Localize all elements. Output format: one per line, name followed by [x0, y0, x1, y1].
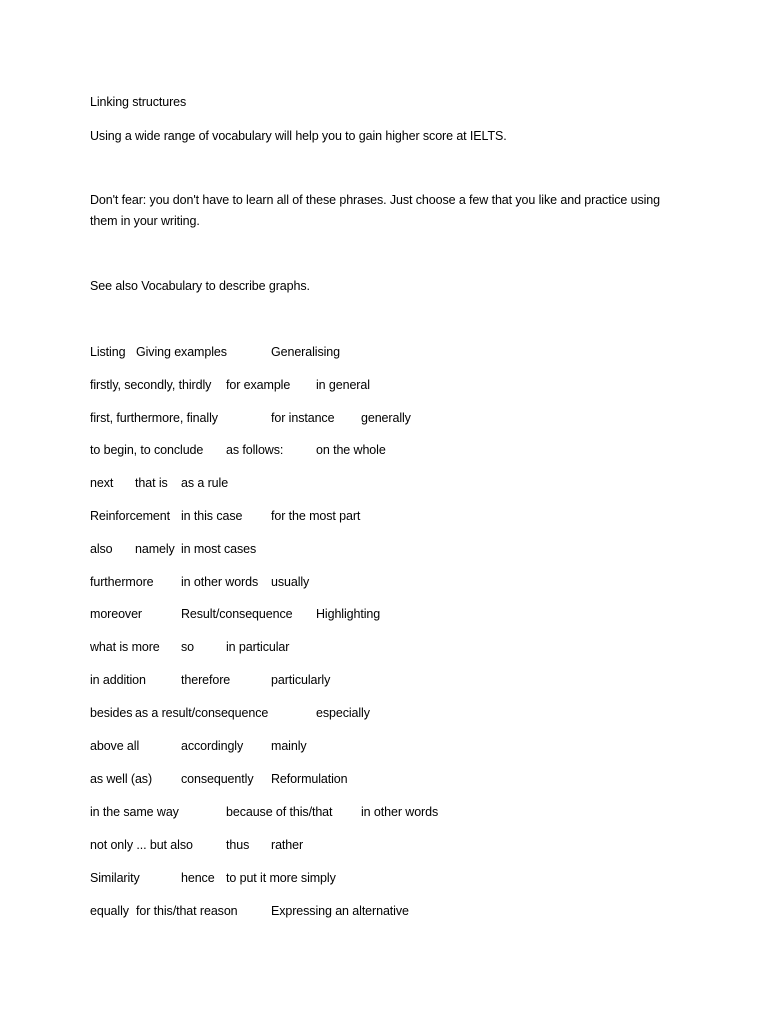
phrase-cell: also [90, 542, 113, 556]
phrase-cell: usually [271, 575, 310, 589]
phrase-cell: for this/that reason [136, 904, 238, 918]
phrase-cell: first, furthermore, finally [90, 411, 218, 425]
phrase-cell: consequently [181, 772, 254, 786]
phrase-cell: Giving examples [136, 345, 227, 359]
phrase-row [0, 804, 768, 822]
phrase-cell: mainly [271, 739, 307, 753]
phrase-cell: equally [90, 904, 129, 918]
phrase-cell: for the most part [271, 509, 361, 523]
phrase-row [0, 377, 768, 395]
phrase-cell: especially [316, 706, 370, 720]
phrase-cell: in addition [90, 673, 146, 687]
phrase-cell: Highlighting [316, 607, 381, 621]
phrase-cell: for example [226, 378, 291, 392]
phrase-cell: firstly, secondly, thirdly [90, 378, 212, 392]
phrase-cell: Listing [90, 345, 126, 359]
phrase-row [0, 639, 768, 657]
phrase-cell: namely [135, 542, 175, 556]
phrase-cell: particularly [271, 673, 331, 687]
phrase-cell: next [90, 476, 114, 490]
phrase-row [0, 574, 768, 592]
phrase-row [0, 738, 768, 756]
phrase-cell: Expressing an alternative [271, 904, 409, 918]
phrase-cell: besides [90, 706, 133, 720]
phrase-cell: so [181, 640, 195, 654]
phrase-cell: on the whole [316, 443, 386, 457]
see-also-text: See also Vocabulary to describe graphs. [90, 279, 310, 293]
phrase-cell: as a rule [181, 476, 229, 490]
phrase-row [0, 903, 768, 921]
phrase-cell: in general [316, 378, 370, 392]
phrase-cell: to begin, to conclude [90, 443, 204, 457]
phrase-cell: what is more [90, 640, 160, 654]
phrase-cell: as well (as) [90, 772, 153, 786]
phrase-cell: in other words [181, 575, 259, 589]
phrase-cell: Generalising [271, 345, 340, 359]
document-title: Linking structures [90, 95, 187, 109]
phrase-cell: as a result/consequence [135, 706, 269, 720]
phrase-cell: generally [361, 411, 411, 425]
phrase-row [0, 672, 768, 690]
phrase-cell: hence [181, 871, 215, 885]
phrase-row [0, 508, 768, 526]
phrase-cell: in this case [181, 509, 243, 523]
phrase-cell: accordingly [181, 739, 244, 753]
phrase-cell: Result/consequence [181, 607, 293, 621]
advice-text: Don't fear: you don't have to learn all of these phrases. Just choose a few that you like and practice using them in your writing. [90, 193, 661, 228]
phrase-cell: in most cases [181, 542, 257, 556]
phrase-cell: Similarity [90, 871, 140, 885]
phrase-row [0, 410, 768, 428]
phrase-row [0, 344, 768, 362]
phrase-cell: above all [90, 739, 140, 753]
phrase-cell: thus [226, 838, 250, 852]
phrase-cell: furthermore [90, 575, 154, 589]
phrase-cell: Reinforcement [90, 509, 170, 523]
phrase-row [0, 606, 768, 624]
phrase-cell: rather [271, 838, 304, 852]
phrase-cell: not only ... but also [90, 838, 193, 852]
phrase-cell: that is [135, 476, 168, 490]
phrase-row [0, 442, 768, 460]
phrase-cell: moreover [90, 607, 142, 621]
intro-text: Using a wide range of vocabulary will help you to gain higher score at IELTS. [90, 129, 507, 143]
phrase-cell: Reformulation [271, 772, 348, 786]
phrase-row [0, 837, 768, 855]
phrase-cell: to put it more simply [226, 871, 336, 885]
phrase-cell: therefore [181, 673, 231, 687]
phrase-row [0, 705, 768, 723]
phrase-cell: as follows: [226, 443, 284, 457]
phrase-cell: in the same way [90, 805, 179, 819]
phrase-row [0, 475, 768, 493]
phrase-row [0, 870, 768, 888]
phrase-cell: in other words [361, 805, 439, 819]
phrase-row [0, 541, 768, 559]
phrase-cell: in particular [226, 640, 290, 654]
phrase-cell: for instance [271, 411, 335, 425]
phrase-row [0, 771, 768, 789]
phrase-cell: because of this/that [226, 805, 333, 819]
